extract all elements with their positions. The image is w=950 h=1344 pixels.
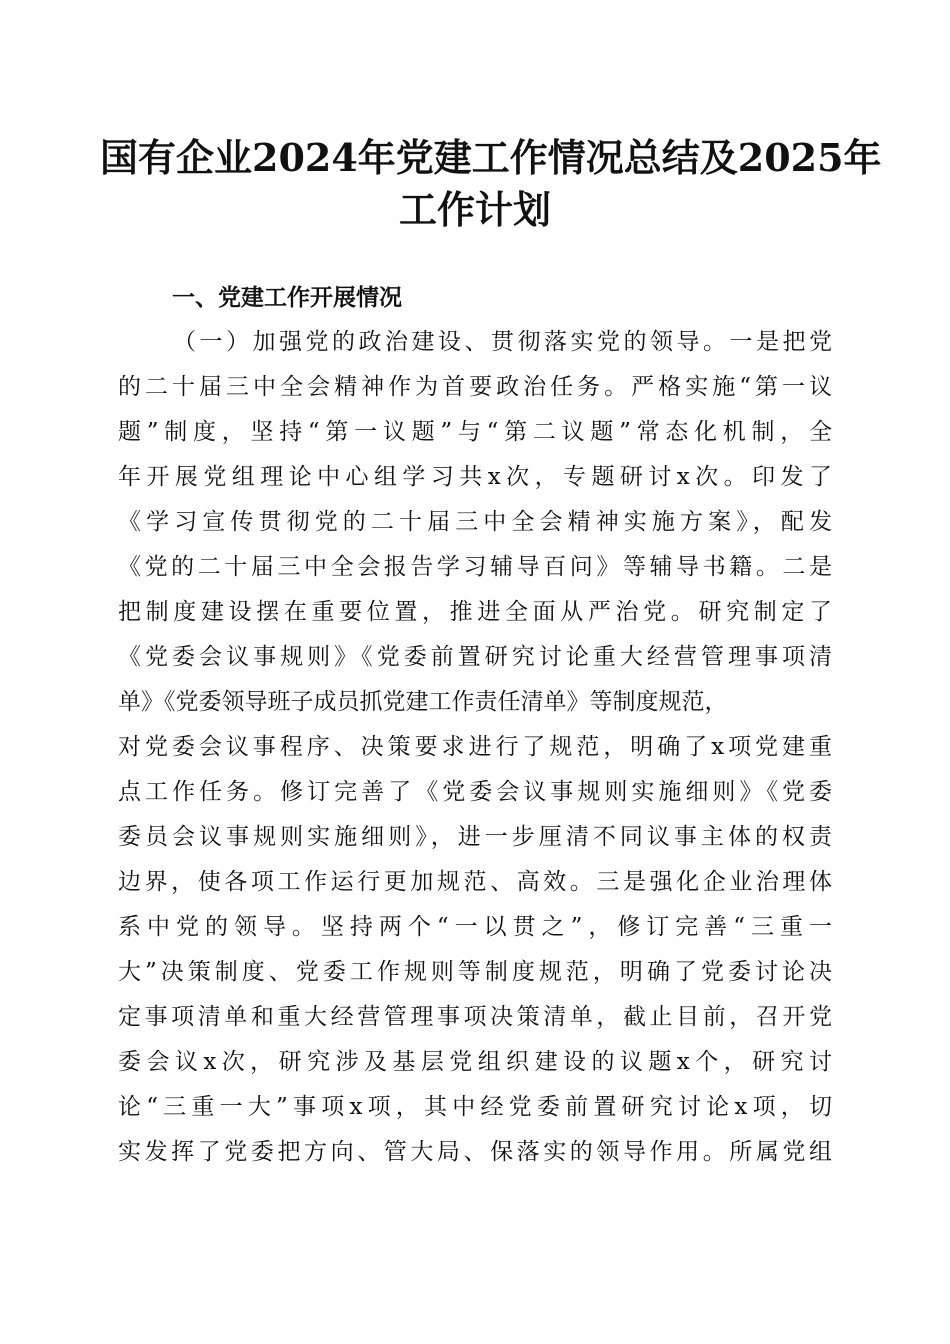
section-heading: 一、党建工作开展情况 (172, 285, 402, 311)
paragraph-line: 对党委会议事程序、决策要求进行了规范，明确了x项党建重 (118, 734, 832, 760)
paragraph-line: 边界，使各项工作运行更加规范、高效。三是强化企业治理体 (118, 869, 832, 895)
title-line: 工作计划 (398, 187, 551, 232)
paragraph-line: 论“三重一大”事项x项，其中经党委前置研究讨论x项，切 (118, 1094, 832, 1120)
paragraph-line: 《党的二十届三中全会报告学习辅导百问》等辅导书籍。二是 (118, 554, 832, 580)
title-line: 国有企业2024年党建工作情况总结及2025年 (100, 135, 882, 180)
paragraph-line: （一）加强党的政治建设、贯彻落实党的领导。一是把党 (173, 329, 832, 355)
paragraph-line: 《党委会议事规则》《党委前置研究讨论重大经营管理事项清 (118, 644, 832, 670)
paragraph-line: 把制度建设摆在重要位置，推进全面从严治党。研究制定了 (118, 599, 832, 625)
paragraph-line: 点工作任务。修订完善了《党委会议事规则实施细则》《党委 (118, 779, 832, 805)
paragraph-line: 题”制度，坚持“第一议题”与“第二议题”常态化机制，全 (118, 419, 832, 445)
paragraph-line: 委员会议事规则实施细则》，进一步厘清不同议事主体的权责 (118, 824, 832, 850)
paragraph-line: 定事项清单和重大经营管理事项决策清单，截止目前，召开党 (118, 1004, 832, 1030)
paragraph-line: 单》《党委领导班子成员抓党建工作责任清单》等制度规范， (118, 689, 728, 715)
body-paragraph (118, 320, 832, 1175)
paragraph-line: 大”决策制度、党委工作规则等制度规范，明确了党委讨论决 (118, 959, 832, 985)
paragraph-line: 的二十届三中全会精神作为首要政治任务。严格实施“第一议 (118, 374, 832, 400)
paragraph-line: 系中党的领导。坚持两个“一以贯之”，修订完善“三重一 (118, 914, 832, 940)
document-title (100, 132, 882, 236)
paragraph-line: 委会议x次，研究涉及基层党组织建设的议题x个，研究讨 (118, 1049, 832, 1075)
paragraph-line: 年开展党组理论中心组学习共x次，专题研讨x次。印发了 (118, 464, 832, 490)
paragraph-line: 《学习宣传贯彻党的二十届三中全会精神实施方案》，配发 (118, 509, 832, 535)
paragraph-line: 实发挥了党委把方向、管大局、保落实的领导作用。所属党组 (118, 1139, 832, 1165)
